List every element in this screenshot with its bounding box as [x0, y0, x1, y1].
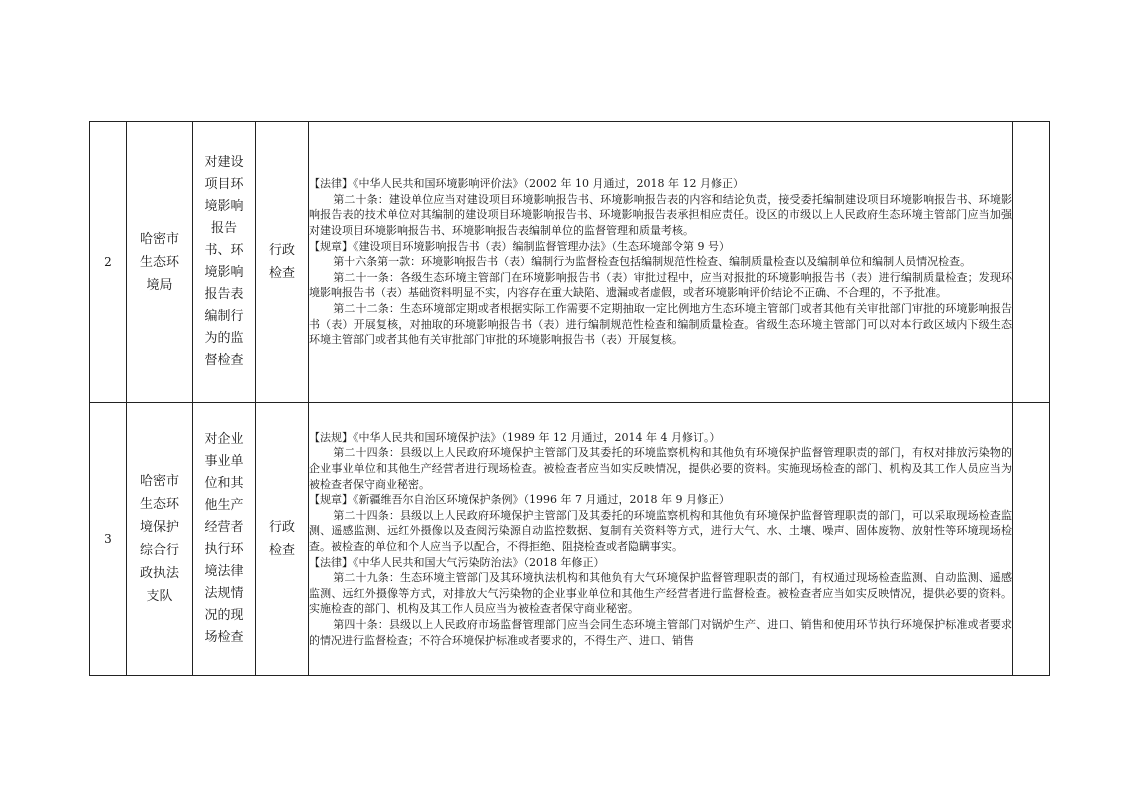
item-type: 行政检查 [268, 243, 295, 281]
remarks-cell [1013, 122, 1050, 403]
enforcement-items-table [89, 121, 1050, 676]
basis-paragraph: 第二十二条：生态环境部定期或者根据实际工作需要不定期抽取一定比例地方生态环境主管部门或者其他有关审批部门审批的环境影响报告书（表）开展复核，对抽取的环境影响报告书（表）进行编制规范性检查和编制质量检查。省级生态环境主管部门可以对本行政区域内下级生态环境主管部门或者其他有关审批部门审批的环境影响报告书（表）开展复核。 [309, 301, 1012, 347]
basis-paragraph: 【法律】《中华人民共和国大气污染防治法》（2018 年修正） [309, 555, 605, 569]
basis-paragraph: 第二十四条：县级以上人民政府环境保护主管部门及其委托的环境监察机构和其他负有环境保护监督管理职责的部门，可以采取现场检查监测、遥感监测、远红外摄像以及查阅污染源自动监控数据、复制有关资料等方式，进行大气、水、土壤、噪声、固体废物、放射性等环境现场检查。被检查的单位和个人应当予以配合，不得拒绝、阻挠检查或者隐瞒事实。 [309, 508, 1012, 553]
basis-paragraph: 第十六条第一款：环境影响报告书（表）编制行为监督检查包括编制规范性检查、编制质量检查以及编制单位和编制人员情况检查。 [333, 255, 972, 269]
basis-paragraph: 【规章】《新疆维吾尔自治区环境保护条例》（1996 年 7 月通过，2018 年 9 月修正） [309, 493, 730, 507]
type-cell [256, 403, 309, 676]
item-cell [193, 122, 256, 403]
legal-basis-cell [309, 403, 1013, 676]
legal-basis-cell [309, 122, 1013, 403]
department-name: 哈密市生态环境保护综合行政执法支队 [139, 474, 179, 604]
item-cell [193, 403, 256, 676]
item-name: 对企业事业单位和其他生产经营者执行环境法律法规情况的现场检查 [204, 432, 244, 645]
basis-paragraph: 【规章】《建设项目环境影响报告书（表）编制监督管理办法》（生态环境部令第 9 号） [309, 239, 730, 253]
basis-paragraph: 第二十一条：各级生态环境主管部门在环境影响报告书（表）审批过程中，应当对报批的环境影响报告书（表）进行编制质量检查；发现环境影响报告书（表）基础资料明显不实，内容存在重大缺陷、遗漏或者虚假，或者环境影响评价结论不正确、不合理的，不予批准。 [309, 270, 1012, 300]
type-cell [256, 122, 309, 403]
basis-paragraph: 第四十条：县级以上人民政府市场监督管理部门应当会同生态环境主管部门对锅炉生产、进口、销售和使用环节执行环境保护标准或者要求的情况进行监督检查；不符合环境保护标准或者要求的，不得生产、进口、销售 [309, 617, 1012, 647]
basis-paragraph: 【法规】《中华人民共和国环境保护法》（1989 年 12 月通过，2014 年 4 月修订。） [309, 430, 721, 444]
row-number: 3 [90, 403, 127, 676]
department-name: 哈密市生态环境局 [139, 231, 179, 293]
item-name: 对建设项目环境影响报告书、环境影响报告表编制行为的监督检查 [204, 155, 244, 368]
table-row [90, 122, 1050, 403]
item-type: 行政检查 [268, 520, 295, 558]
department-cell [127, 122, 193, 403]
basis-paragraph: 第二十九条：生态环境主管部门及其环境执法机构和其他负有大气环境保护监督管理职责的部门，有权通过现场检查监测、自动监测、遥感监测、远红外摄像等方式，对排放大气污染物的企业事业单位和其他生产经营者进行监督检查。被检查者应当如实反映情况，提供必要的资料。实施检查的部门、机构及其工作人员应当为被检查者保守商业秘密。 [309, 571, 1012, 616]
row-number: 2 [90, 122, 127, 403]
basis-paragraph: 【法律】《中华人民共和国环境影响评价法》（2002 年 10 月通过，2018 年 12 月修正） [309, 177, 744, 191]
table-row [90, 403, 1050, 676]
basis-paragraph: 第二十四条：县级以上人民政府环境保护主管部门及其委托的环境监察机构和其他负有环境保护监督管理职责的部门，有权对排放污染物的企业事业单位和其他生产经营者进行现场检查。被检查者应当如实反映情况，提供必要的资料。实施现场检查的部门、机构及其工作人员应当为被检查者保守商业秘密。 [309, 446, 1012, 491]
department-cell [127, 403, 193, 676]
remarks-cell [1013, 403, 1050, 676]
basis-paragraph: 第二十条：建设单位应当对建设项目环境影响报告书、环境影响报告表的内容和结论负责，接受委托编制建设项目环境影响报告书、环境影响报告表的技术单位对其编制的建设项目环境影响报告书、环境影响报告表承担相应责任。设区的市级以上人民政府生态环境主管部门应当加强对建设项目环境影响报告书、环境影响报告表编制单位的监督管理和质量考核。 [309, 192, 1012, 238]
